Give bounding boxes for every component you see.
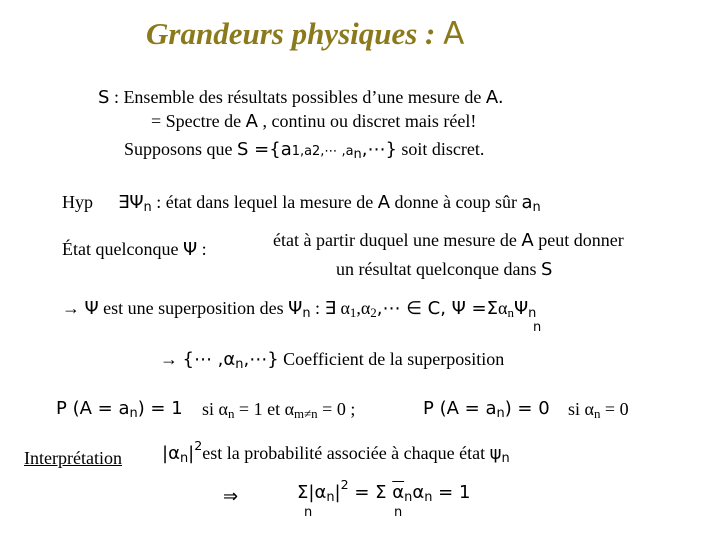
definition-line-2: = Spectre de A , continu ou discret mais réel! — [151, 111, 477, 132]
definition-line-1: S : Ensemble des résultats possibles d’une mesure de A. — [98, 87, 504, 108]
superposition-line: → Ψ est une superposition des Ψn : ∃ α1,α2,⋯ ∈ C, Ψ =ΣαnΨn — [62, 298, 537, 322]
etat-line-1: état à partir duquel une mesure de A peut donner — [273, 230, 624, 251]
interpretation-label: Interprétation — [24, 448, 122, 468]
probability-2: P (A = an) = 0 — [423, 398, 550, 422]
probability-condition-1: si αn = 1 et αm≠n = 0 ; — [202, 399, 356, 422]
hyp-statement: ∃Ψn : état dans lequel la mesure de A donne à coup sûr an — [118, 192, 541, 216]
probability-condition-2: si αn = 0 — [568, 399, 629, 422]
title-text: Grandeurs physiques : — [146, 16, 444, 51]
normalisation-index-1: n — [304, 505, 313, 520]
implies-icon: ⇒ — [223, 486, 239, 507]
etat-line-2: un résultat quelconque dans S — [336, 259, 553, 280]
title-symbol: A — [443, 16, 465, 52]
etat-label: État quelconque Ψ : — [62, 239, 207, 260]
definition-line-3: Supposons que S ={a1,a2,⋯ ,an,⋯} soit discret. — [124, 139, 485, 163]
hyp-label: Hyp — [62, 192, 93, 212]
interpretation-text: $|\alpha n|^2est$ la probabilité associée à chaque état ψn — [162, 437, 510, 467]
normalisation-index-2: n — [394, 505, 403, 520]
page-title — [146, 18, 464, 50]
normalisation-equation: $\Sigma|\alpha n|^2 = \Sigma$ $\overline{\alpha}n\alpha n = 1$ — [297, 476, 471, 506]
superposition-sum-index: n — [533, 320, 542, 335]
coefficient-line: → {⋯ ,αn,⋯} Coefficient de la superposition — [160, 349, 505, 373]
probability-1: P (A = an) = 1 — [56, 398, 183, 422]
